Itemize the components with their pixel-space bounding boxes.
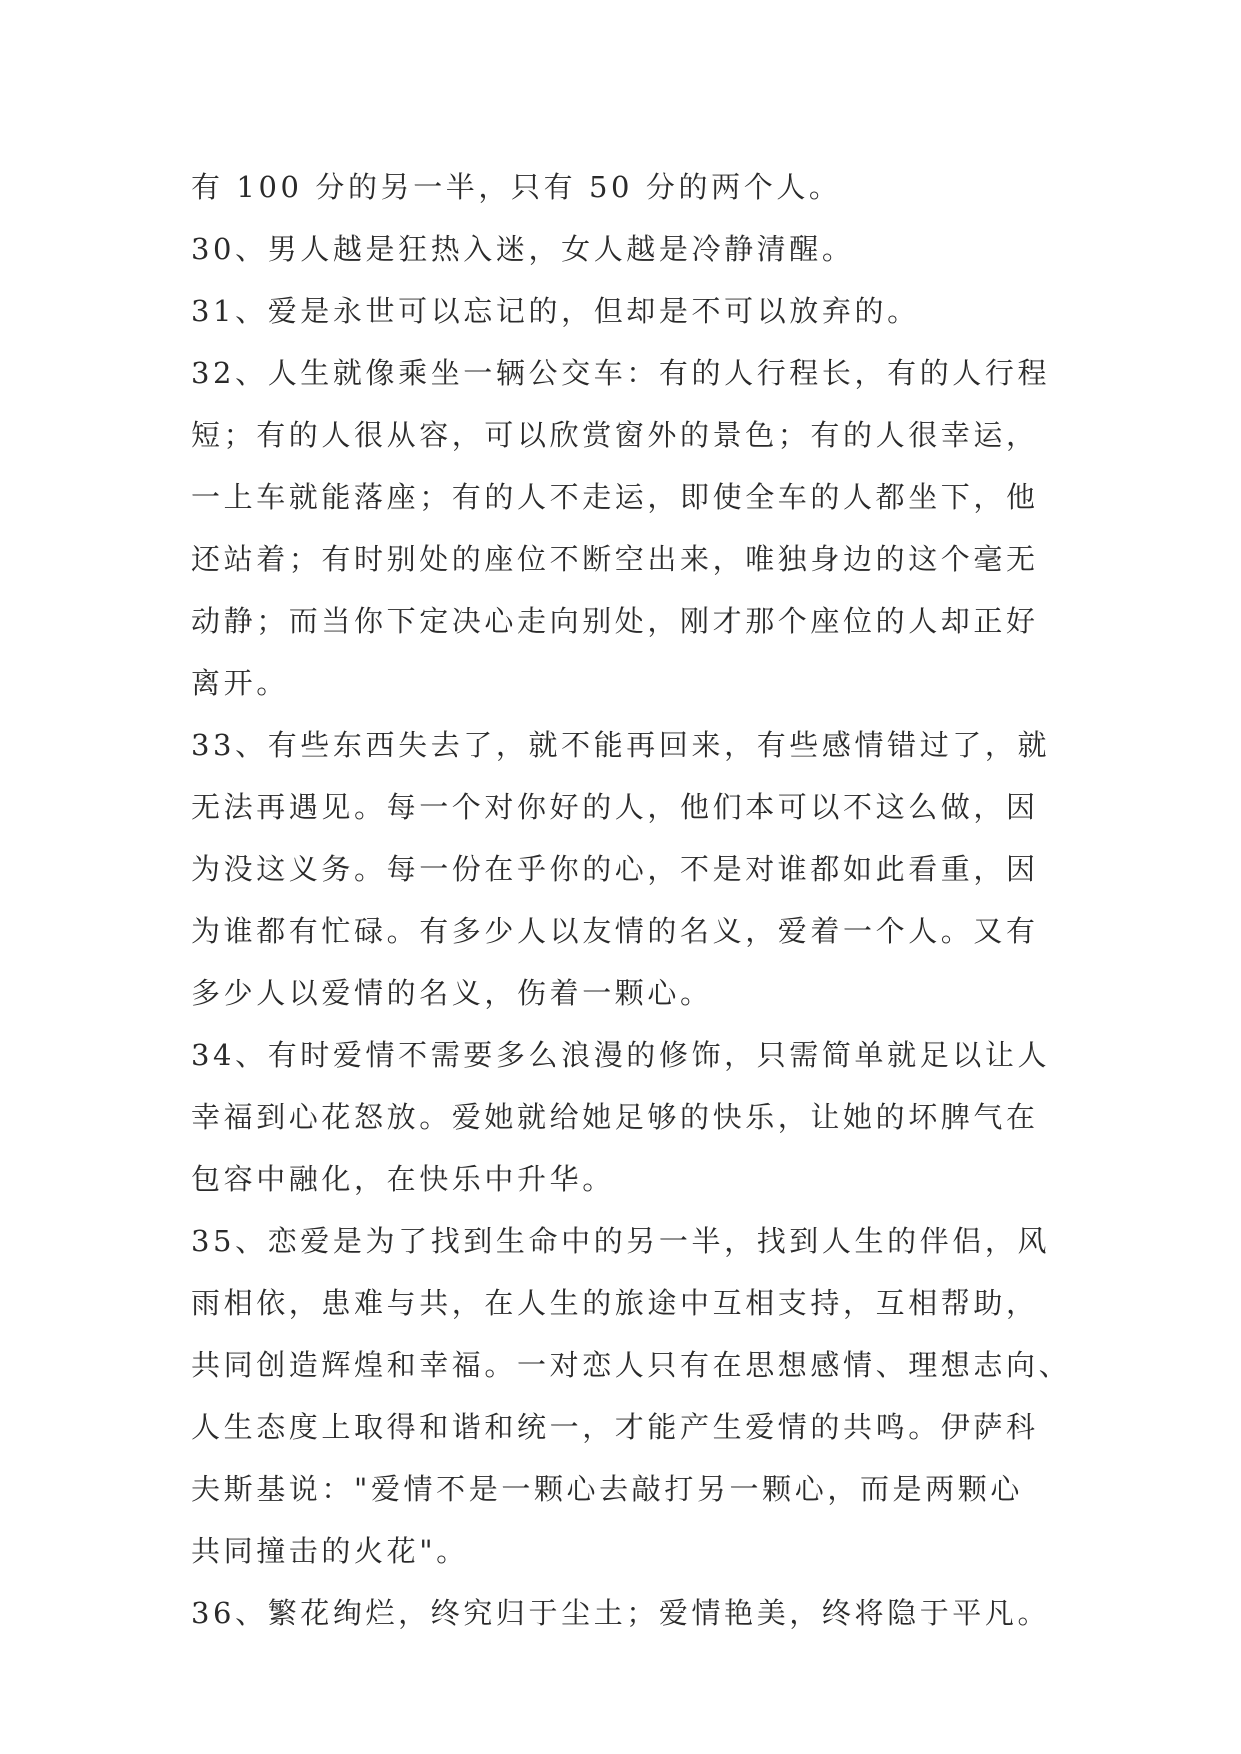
- document-page: [191, 156, 1071, 1644]
- text-line: 36、繁花绚烂，终究归于尘土；爱情艳美，终将隐于平凡。: [191, 1596, 1051, 1630]
- text-line: 34、有时爱情不需要多么浪漫的修饰，只需简单就足以让人: [191, 1038, 1051, 1072]
- text-line: 幸福到心花怒放。爱她就给她足够的快乐，让她的坏脾气在: [191, 1100, 1039, 1134]
- text-line: 动静；而当你下定决心走向别处，刚才那个座位的人却正好: [191, 604, 1039, 638]
- text-line: 离开。: [191, 666, 289, 700]
- text-line: 为谁都有忙碌。有多少人以友情的名义，爱着一个人。又有: [191, 914, 1039, 948]
- text-line: 雨相依，患难与共，在人生的旅途中互相支持，互相帮助，: [191, 1286, 1039, 1320]
- text-line: 夫斯基说："爱情不是一颗心去敲打另一颗心，而是两颗心: [191, 1472, 1023, 1506]
- text-line: 包容中融化，在快乐中升华。: [191, 1162, 615, 1196]
- text-line: 无法再遇见。每一个对你好的人，他们本可以不这么做，因: [191, 790, 1039, 824]
- text-line: 多少人以爱情的名义，伤着一颗心。: [191, 976, 713, 1010]
- text-line: 共同创造辉煌和幸福。一对恋人只有在思想感情、理想志向、: [191, 1348, 1072, 1382]
- text-line: 短；有的人很从容，可以欣赏窗外的景色；有的人很幸运，: [191, 418, 1039, 452]
- text-line: 35、恋爱是为了找到生命中的另一半，找到人生的伴侣，风: [191, 1224, 1051, 1258]
- text-line: 一上车就能落座；有的人不走运，即使全车的人都坐下，他: [191, 480, 1039, 514]
- text-line: 还站着；有时别处的座位不断空出来，唯独身边的这个毫无: [191, 542, 1039, 576]
- text-line: 30、男人越是狂热入迷，女人越是冷静清醒。: [191, 232, 855, 266]
- text-line: 人生态度上取得和谐和统一，才能产生爱情的共鸣。伊萨科: [191, 1410, 1039, 1444]
- text-line: 32、人生就像乘坐一辆公交车：有的人行程长，有的人行程: [191, 356, 1051, 390]
- text-line: 为没这义务。每一份在乎你的心，不是对谁都如此看重，因: [191, 852, 1039, 886]
- text-line: 有 100 分的另一半，只有 50 分的两个人。: [191, 170, 842, 204]
- text-line: 33、有些东西失去了，就不能再回来，有些感情错过了，就: [191, 728, 1051, 762]
- text-line: 共同撞击的火花"。: [191, 1534, 469, 1568]
- text-line: 31、爱是永世可以忘记的，但却是不可以放弃的。: [191, 294, 920, 328]
